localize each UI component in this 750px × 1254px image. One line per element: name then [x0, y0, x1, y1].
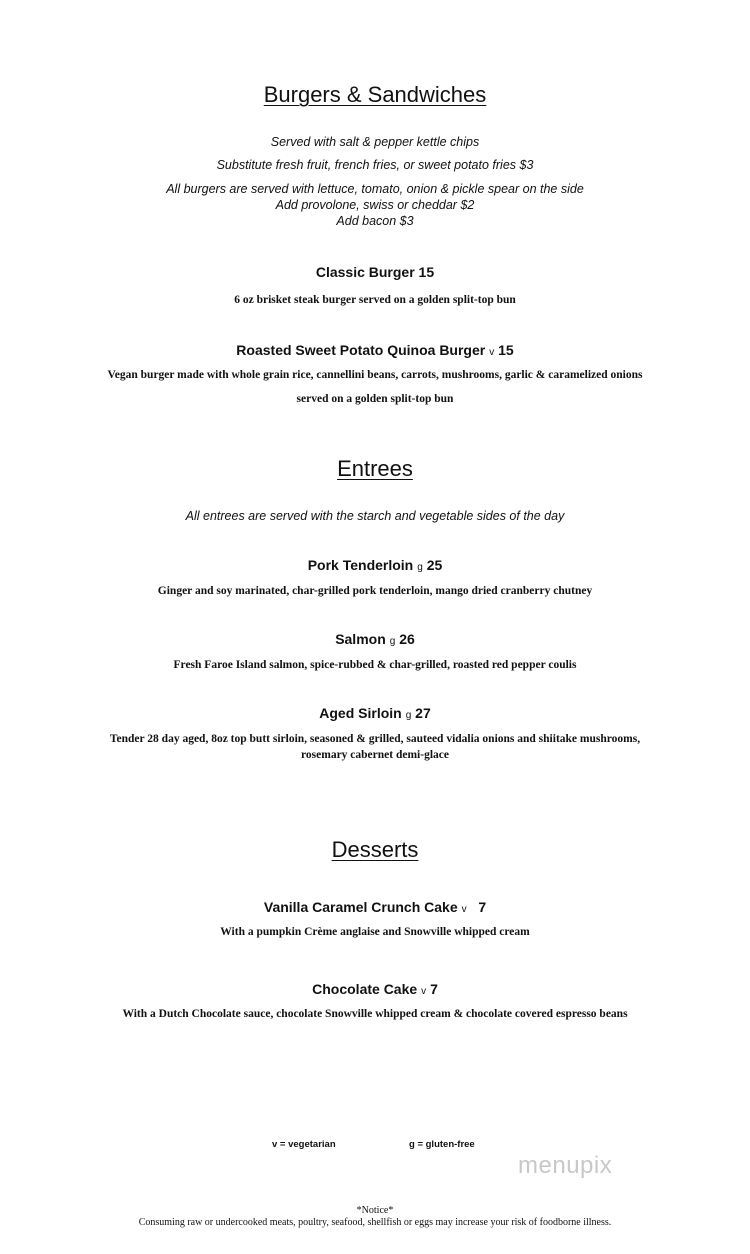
diet-tag: v — [421, 986, 427, 997]
diet-tag: v — [489, 347, 495, 358]
menu-item-pork-tenderloin-desc: Ginger and soy marinated, char-grilled pork tenderloin, mango dried cranberry chutney — [157, 585, 593, 597]
item-price: 7 — [430, 981, 438, 997]
menu-item-classic-burger-desc: 6 oz brisket steak burger served on a golden split-top bun — [234, 294, 516, 306]
menu-item-vanilla-caramel-cake — [0, 899, 750, 915]
diet-tag: v — [461, 904, 467, 915]
menu-item-quinoa-burger-desc-line1: Vegan burger made with whole grain rice, cannellini beans, carrots, mushrooms, garlic & caramelized onions — [107, 369, 643, 381]
menu-item-salmon-desc: Fresh Faroe Island salmon, spice-rubbed & char-grilled, roasted red pepper coulis — [173, 659, 577, 671]
entrees-heading: Entrees — [337, 456, 413, 481]
burgers-note-toppings: All burgers are served with lettuce, tomato, onion & pickle spear on the side — [166, 182, 584, 196]
item-price: 25 — [426, 557, 443, 573]
notice-title: *Notice* — [356, 1205, 394, 1216]
item-name: Pork Tenderloin — [307, 557, 414, 573]
menu-item-chocolate-cake — [0, 981, 750, 997]
item-name: Chocolate Cake — [312, 981, 418, 997]
item-name: Vanilla Caramel Crunch Cake — [263, 899, 458, 915]
item-price: 27 — [415, 705, 431, 721]
item-name: Aged Sirloin — [319, 705, 402, 721]
menu-item-aged-sirloin — [0, 705, 750, 721]
menu-item-vanilla-caramel-cake-desc: With a pumpkin Crème anglaise and Snowville whipped cream — [220, 926, 530, 938]
diet-tag: g — [417, 562, 423, 573]
burgers-heading: Burgers & Sandwiches — [263, 82, 487, 107]
menu-item-pork-tenderloin — [0, 557, 750, 573]
menu-item-aged-sirloin-desc-line1: Tender 28 day aged, 8oz top butt sirloin, seasoned & grilled, sauteed vidalia onions and shiitake mushrooms, — [109, 733, 641, 745]
burgers-note-cheese: Add provolone, swiss or cheddar $2 — [275, 198, 475, 212]
menu-item-classic-burger: Classic Burger 15 — [315, 264, 435, 280]
item-name: Roasted Sweet Potato Quinoa Burger — [236, 342, 486, 358]
menu-item-chocolate-cake-desc: With a Dutch Chocolate sauce, chocolate Snowville whipped cream & chocolate covered espresso beans — [122, 1008, 628, 1020]
menupix-watermark: menupix — [518, 1152, 613, 1179]
menu-item-aged-sirloin-desc-line2: rosemary cabernet demi-glace — [301, 749, 449, 761]
item-price: 15 — [498, 342, 514, 358]
item-name: Salmon — [335, 631, 386, 647]
desserts-heading: Desserts — [331, 837, 419, 862]
legend-vegetarian: v = vegetarian — [272, 1139, 336, 1150]
entrees-note: All entrees are served with the starch and vegetable sides of the day — [185, 509, 565, 523]
menu-item-quinoa-burger — [0, 342, 750, 358]
item-price: 7 — [478, 899, 487, 915]
diet-tag: g — [405, 710, 412, 721]
notice-text: Consuming raw or undercooked meats, poultry, seafood, shellfish or eggs may increase your risk of foodborne illness. — [138, 1217, 612, 1228]
menu-item-salmon — [0, 631, 750, 647]
legend-gluten-free: g = gluten-free — [409, 1139, 475, 1150]
item-price: 26 — [399, 631, 415, 647]
burgers-note-bacon: Add bacon $3 — [336, 214, 414, 228]
burgers-note-substitute: Substitute fresh fruit, french fries, or sweet potato fries $3 — [216, 158, 534, 172]
diet-tag: g — [389, 636, 396, 647]
menu-item-quinoa-burger-desc-line2: served on a golden split-top bun — [296, 393, 454, 405]
burgers-note-chips: Served with salt & pepper kettle chips — [270, 135, 480, 149]
